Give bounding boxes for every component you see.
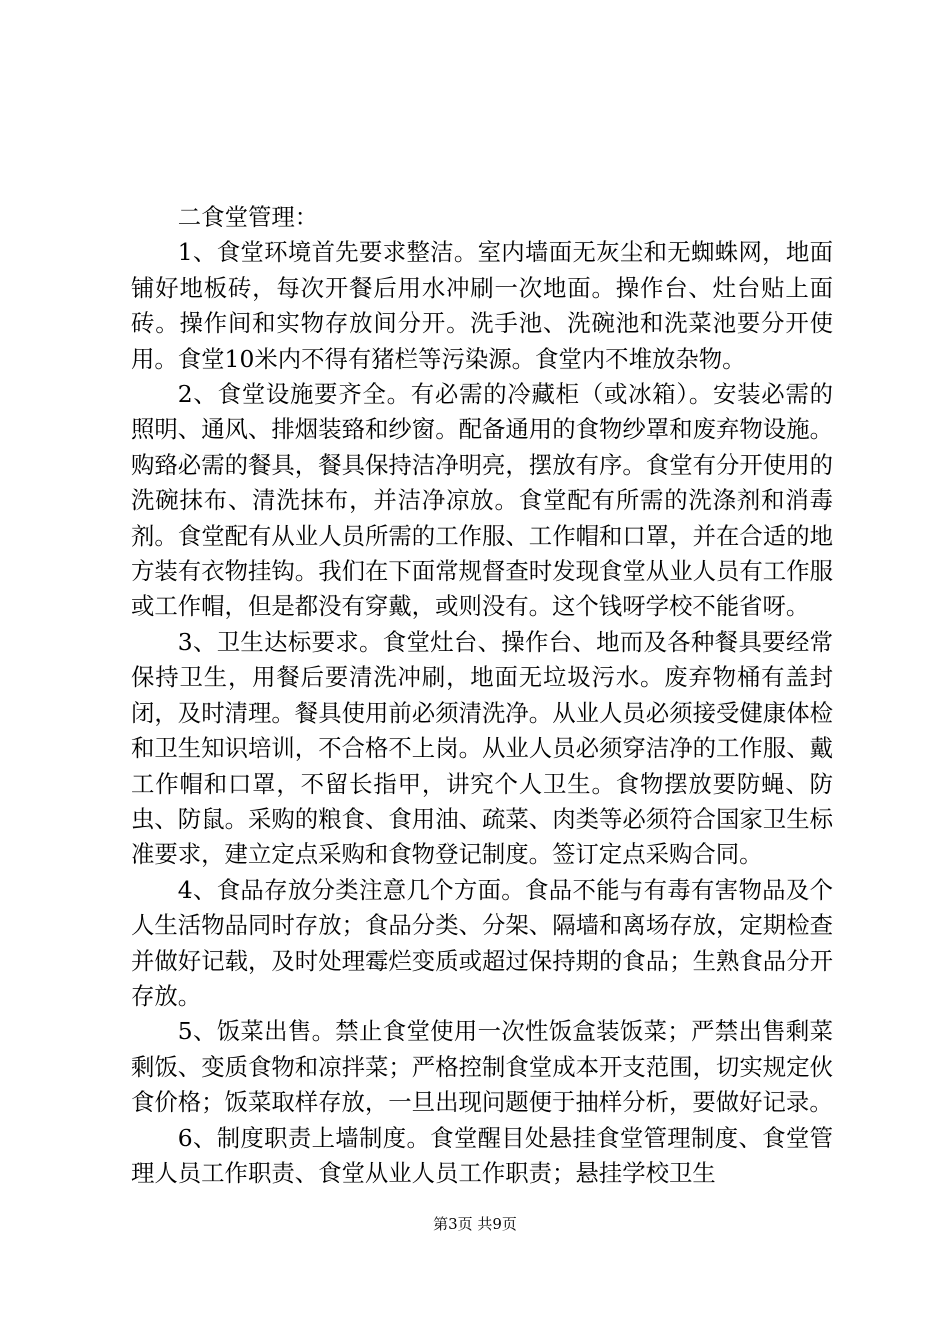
paragraph-6: 6、制度职责上墙制度。食堂醒目处悬挂食堂管理制度、食堂管理人员工作职责、食堂从业人员工作职责；悬挂学校卫生 (131, 1123, 833, 1187)
page-footer (0, 1214, 950, 1234)
paragraph-1: 1、食堂环境首先要求整洁。室内墙面无灰尘和无蜘蛛网，地面铺好地板砖，每次开餐后用水冲刷一次地面。操作台、灶台贴上面砖。操作间和实物存放间分开。洗手池、洗碗池和洗菜池要分开使用。食堂10米内不得有猪栏等污染源。食堂内不堆放杂物。 (131, 238, 833, 373)
page-number: 第3页 (433, 1215, 473, 1233)
document-body (131, 200, 833, 1191)
paragraph-2: 2、食堂设施要齐全。有必需的冷藏柜（或冰箱）。安装必需的照明、通风、排烟装臵和纱窗。配备通用的食物纱罩和废弃物设施。购臵必需的餐具，餐具保持洁净明亮，摆放有序。食堂有分开使用的洗碗抹布、清洗抹布，并洁净凉放。食堂配有所需的洗涤剂和消毒剂。食堂配有从业人员所需的工作服、工作帽和口罩，并在合适的地方装有衣物挂钩。我们在下面常规督查时发现食堂从业人员有工作服或工作帽，但是都没有穿戴，或则没有。这个钱呀学校不能省呀。 (131, 380, 833, 621)
section-heading: 二食堂管理： (177, 203, 319, 231)
paragraph-3: 3、卫生达标要求。食堂灶台、操作台、地而及各种餐具要经常保持卫生，用餐后要清洗冲刷，地面无垃圾污水。废弃物桶有盖封闭，及时清理。餐具使用前必须清洗净。从业人员必须接受健康体检和卫生知识培训，不合格不上岗。从业人员必须穿洁净的工作服、戴工作帽和口罩，不留长指甲，讲究个人卫生。食物摆放要防蝇、防虫、防鼠。采购的粮食、食用油、疏菜、肉类等必须符合国家卫生标准要求，建立定点采购和食物登记制度。签订定点采购合同。 (131, 627, 833, 869)
page-total: 共9页 (477, 1215, 517, 1233)
paragraph-5: 5、饭菜出售。禁止食堂使用一次性饭盒装饭菜；严禁出售剩菜剩饭、变质食物和凉拌菜；严格控制食堂成本开支范围，切实规定伙食价格；饭菜取样存放，一旦出现问题便于抽样分析，要做好记录。 (131, 1017, 833, 1117)
paragraph-4: 4、食品存放分类注意几个方面。食品不能与有毒有害物品及个人生活物品同时存放；食品分类、分架、隔墙和离场存放，定期检查并做好记载，及时处理霉烂变质或超过保持期的食品；生熟食品分开存放。 (131, 875, 833, 1010)
